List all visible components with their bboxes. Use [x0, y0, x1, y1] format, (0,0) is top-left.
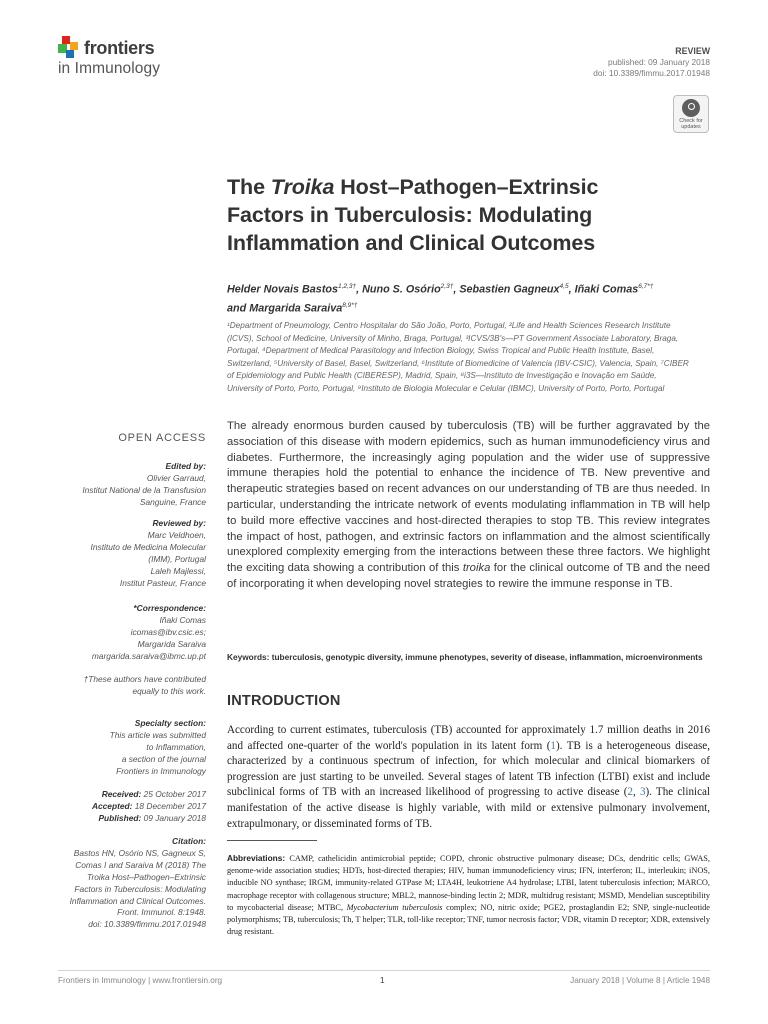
author[interactable]: and Margarida Saraiva [227, 302, 343, 315]
footer-journal[interactable]: Frontiers in Immunology | www.frontiersin.org [58, 976, 223, 985]
abstract: The already enormous burden caused by tuberculosis (TB) will be further aggravated by the association of this disease with modern epidemics, such as human immunodeficiency virus and diabetes. Furthermore, the increasingly aging population and the wider use of suppressive immune therapies hold the potential to enhance the incidence of TB. New preventive and therapeutic strategies based on recent advances on our understanding of TB are thus needed. In particular, understanding the intricate network of events modulating inflammation in TB will help to build more effective vaccines and host-directed therapies to stop TB. This review integrates the impact of host, pathogen, and extrinsic factors on inflammation and the almost scientifically unexplored complexity emerging from the interactions between these three factors. We highlight the exciting data showing a contribution of this troika for the clinical outcome of TB and the need of incorporating it when developing novel strategies to rewire the immune response in TB. [227, 420, 710, 590]
reference-link[interactable]: 2 [627, 786, 633, 799]
journal-name: in Immunology [58, 60, 161, 77]
frontiers-logo-icon [58, 36, 78, 58]
edited-by-section: Edited by: Olivier Garraud, Institut National de la Transfusion Sanguine, France [82, 461, 206, 507]
footer-issue: January 2018 | Volume 8 | Article 1948 [570, 976, 710, 985]
article-type: REVIEW [675, 46, 710, 56]
citation-section: Citation: Bastos HN, Osório NS, Gagneux S, Comas I and Saraiva M (2018) The Troika Host–Pathogen–Extrinsic Factors in Tuberculosis: Modulating Inflammation and Clinical Outcomes. Front. Immunol. 8:1948. doi: 10.3389/fimmu.2017.01948 [58, 836, 206, 931]
badge-label: updates [681, 124, 701, 130]
email-link[interactable]: icomas@ibv.csic.es; [130, 626, 206, 637]
page-number: 1 [380, 976, 385, 985]
open-access-label: OPEN ACCESS [118, 432, 206, 444]
correspondence-section: *Correspondence: Iñaki Comas icomas@ibv.csic.es; Margarida Saraiva margarida.saraiva@ibmc.up.pt [58, 603, 206, 663]
badge-label: Check for [679, 118, 703, 124]
reference-link[interactable]: 3 [639, 786, 646, 799]
journal-brand: frontiers [84, 38, 155, 58]
author[interactable]: Iñaki Comas [574, 283, 639, 296]
article-title: The Troika Host–Pathogen–Extrinsic Factors in Tuberculosis: Modulating Inflammation and Clinical Outcomes [227, 175, 599, 255]
reference-link[interactable]: 1 [550, 739, 556, 752]
footnote-divider [227, 840, 317, 841]
section-heading: INTRODUCTION [227, 693, 341, 709]
dates-section: Received: 25 October 2017 Accepted: 18 December 2017 Published: 09 January 2018 [91, 789, 206, 823]
email-link[interactable]: margarida.saraiva@ibmc.up.pt [91, 650, 206, 661]
affiliations: ¹Department of Pneumology, Centro Hospitalar do São João, Porto, Portugal, ²Life and Health Sciences Research Institute (ICVS), School of Medicine, University of Minho, Braga, Portugal, ³ICVS/3B's—PT Government Associate Laboratory, Braga, Portugal, ⁴Department of Medical Parasitology and Infection Biology, Swiss Tropical and Public Health Institute, Basel, Switzerland, ⁵University of Basel, Basel, Switzerland, ⁶Institute of Biomedicine of Valencia (IBV-CSIC), Valencia, Spain, ⁷CIBER of Epidemiology and Public Health (CIBERESP), Madrid, Spain, ⁸i3S—Instituto de Investigação e Inovação em Saúde, University of Porto, Porto, Portugal, ⁹Instituto de Biologia Molecular e Celular (IBMC), University of Porto, Porto, Portugal [227, 321, 689, 393]
check-for-updates-button[interactable] [673, 95, 709, 133]
author[interactable]: Nuno S. Osório [362, 283, 441, 296]
citation-doi[interactable]: doi: 10.3389/fimmu.2017.01948 [88, 919, 206, 930]
check-updates-icon [682, 99, 700, 117]
author[interactable]: Helder Novais Bastos [227, 283, 339, 296]
keywords: Keywords: tuberculosis, genotypic diversity, immune phenotypes, severity of disease, inflammation, microenvironments [227, 652, 703, 662]
author-list: Helder Novais Bastos$^{1,2,3\dagger}$, Nuno S. Osório$^{2,3\dagger}$, Sebastien Gagneux$^{4,5}$, Iñaki Comas$^{6,7*\dagger}$ and Margarida Saraiva$^{8,9*\dagger}$ [227, 283, 654, 315]
equal-contribution-note: †These authors have contributed equally to this work. [83, 674, 206, 696]
article-meta [593, 46, 710, 79]
introduction-text: According to current estimates, tuberculosis (TB) accounted for approximately 1.7 million deaths in 2016 and affected one-quarter of the world's population in its latent form (1). TB is a heterogeneous disease, characterized by a continuous spectrum of infection, for which molecular and clinical biomarkers of progression are just starting to be unveiled. Several stages of latent TB infection (LTBI) exist and include subclinical forms of TB with an increased likelihood of progressing to active disease (2, 3). The clinical manifestation of the active disease is highly variable, with mild or extensive pulmonary involvement, extrapulmonary, or disseminated forms of TB. [227, 724, 711, 830]
footer-divider [58, 970, 710, 971]
specialty-section: Specialty section: This article was submitted to Inflammation, a section of the journal Frontiers in Immunology [109, 718, 206, 776]
abbreviations-footnote: Abbreviations: CAMP, cathelicidin antimicrobial peptide; COPD, chronic obstructive pulmonary disease; DCs, dendritic cells; GWAS, genome-wide association studies; HDTs, host-directed therapies; HIV, human immunodeficiency virus; IFN, interferon; IL, interleukin; iNOS, inducible NO synthase; IRGM, immunity-related GTPase M; LTA4H, leukotriene A4 hydrolase; LTBI, latent tuberculosis infection; MARCO, macrophage receptor with collagenous structure; MBL2, mannose-binding lectin 2; MDR, multidrug resistant; MSMD, Mendelian susceptibility to mycobacterial disease; MTBC, Mycobacterium tuberculosis complex; NO, nitric oxide; PGE2, prostaglandin E2; SNP, single-nucleotide polymorphisms; TB, tuberculosis; Th, T helper; TLR, toll-like receptor; TNF, tumor necrosis factor; VDR, vitamin D receptor; XDR, extensively drug resistant. [227, 853, 710, 937]
author[interactable]: Sebastien Gagneux [459, 283, 560, 296]
reviewed-by-section: Reviewed by: Marc Veldhoen, Instituto de Medicina Molecular (IMM), Portugal Laleh Majlessi, Institut Pasteur, France [90, 518, 206, 588]
doi[interactable]: doi: 10.3389/fimmu.2017.01948 [593, 68, 710, 78]
published-date: published: 09 January 2018 [608, 57, 710, 67]
